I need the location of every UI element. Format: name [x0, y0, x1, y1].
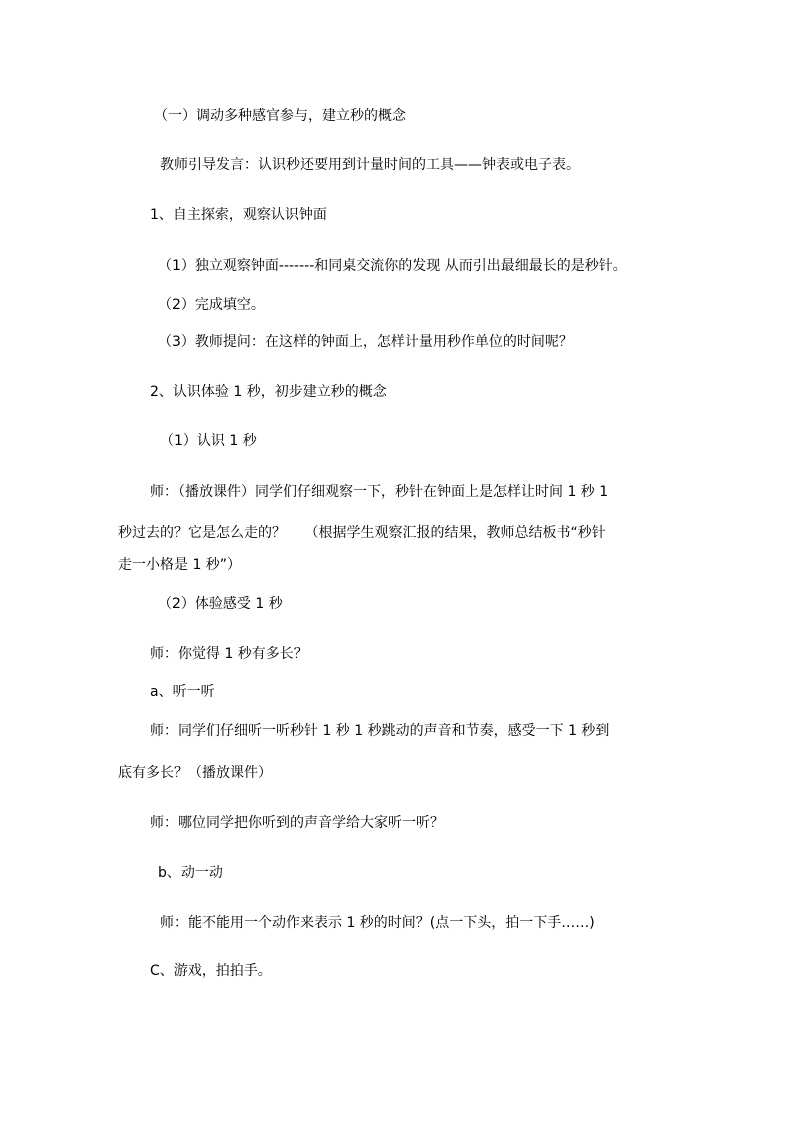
paragraph-line: 师：能不能用一个动作来表示 1 秒的时间？(点一下头，拍一下手……) — [160, 915, 595, 931]
list-item: （2）体验感受 1 秒 — [158, 596, 283, 612]
list-item: a、听一听 — [150, 684, 215, 700]
list-item: （2）完成填空。 — [158, 297, 265, 313]
paragraph-line: 师：（播放课件）同学们仔细观察一下，秒针在钟面上是怎样让时间 1 秒 1 — [150, 484, 609, 500]
paragraph-line: 秒过去的？它是怎么走的？ （根据学生观察汇报的结果，教师总结板书“秒针 — [118, 525, 606, 541]
section-heading: （一）调动多种感官参与，建立秒的概念 — [154, 108, 406, 124]
list-item: （1）认识 1 秒 — [160, 433, 257, 449]
paragraph-line: 师：你觉得 1 秒有多长？ — [150, 646, 308, 662]
paragraph-line: 师：同学们仔细听一听秒针 1 秒 1 秒跳动的声音和节奏，感受一下 1 秒到 — [150, 723, 610, 739]
paragraph-line: 底有多长？（播放课件） — [118, 765, 272, 781]
paragraph-line: 师：哪位同学把你听到的声音学给大家听一听？ — [150, 815, 444, 831]
list-item: b、动一动 — [158, 865, 223, 881]
list-item: C、游戏，拍拍手。 — [150, 963, 272, 979]
paragraph-line: 走一小格是 1 秒”） — [118, 557, 242, 573]
subheading: 1、自主探索，观察认识钟面 — [150, 207, 327, 223]
list-item: （3）教师提问：在这样的钟面上，怎样计量用秒作单位的时间呢？ — [158, 334, 573, 350]
paragraph-line: 教师引导发言：认识秒还要用到计量时间的工具——钟表或电子表。 — [160, 157, 580, 173]
subheading: 2、认识体验 1 秒，初步建立秒的概念 — [150, 384, 387, 400]
list-item: （1）独立观察钟面-------和同桌交流你的发现 从而引出最细最长的是秒针。 — [158, 258, 627, 274]
